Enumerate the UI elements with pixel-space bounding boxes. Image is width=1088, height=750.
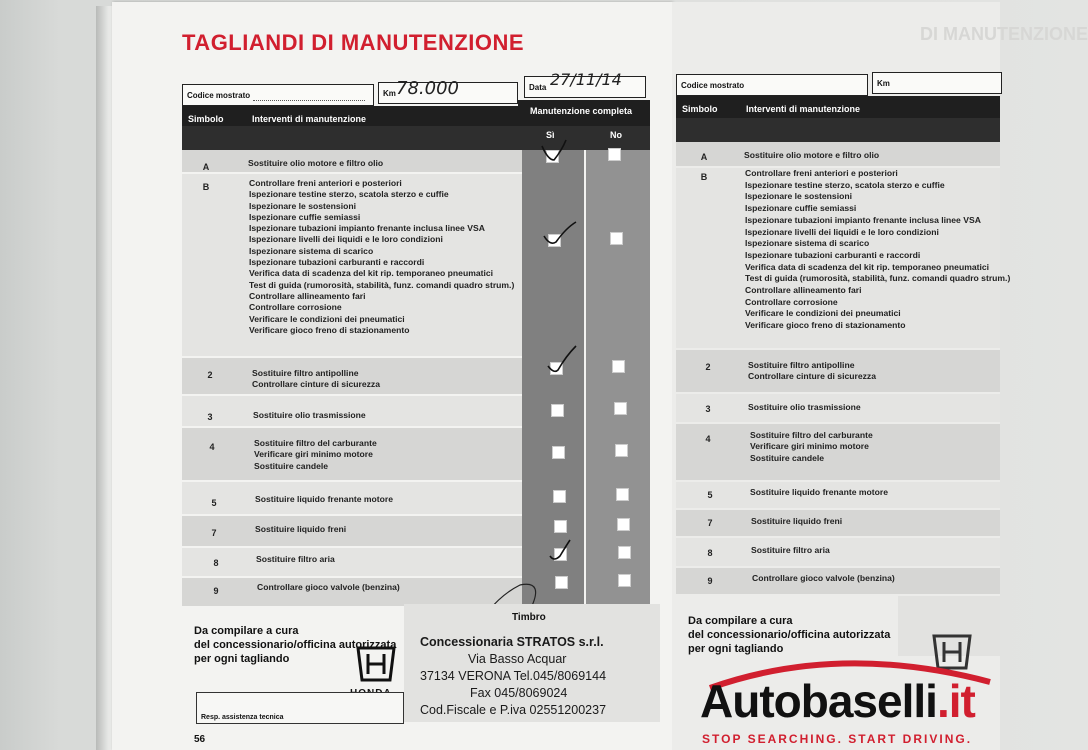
row-items [255, 524, 346, 535]
codice-label: Codice mostrato [187, 91, 251, 100]
item-text: Sostituire filtro antipolline [252, 368, 359, 378]
row-symbol: 3 [705, 404, 711, 414]
footer-line: del concessionario/officina autorizzata [194, 639, 397, 651]
stamp-line: Via Basso Acquar [468, 652, 567, 666]
item-text: Ispezionare sistema di scarico [745, 238, 870, 249]
footer-instruction-right [688, 614, 890, 656]
item-text: Controllare corrosione [249, 302, 342, 313]
row-items [750, 487, 888, 498]
row-symbol: B [700, 172, 708, 182]
item-text: Controllare cinture di sicurezza [748, 371, 876, 382]
stamp-line: Cod.Fiscale e P.iva 02551200237 [420, 703, 607, 717]
item-text: Ispezionare tubazioni carburanti e raccordi [249, 257, 425, 268]
footer-line: Da compilare a cura [194, 625, 299, 637]
row-symbol: A [202, 162, 210, 172]
item-text: Sostituire olio motore e filtro olio [248, 158, 384, 168]
ghost-title: DI MANUTENZIONE [920, 24, 1088, 44]
checkbox-no[interactable] [618, 546, 631, 559]
row-symbol: 2 [705, 362, 711, 372]
resp-label: Resp. assistenza tecnica [201, 714, 284, 721]
checkbox-si[interactable] [546, 150, 559, 163]
table-row [182, 548, 522, 576]
item-text: Sostituire filtro aria [751, 545, 830, 555]
no-column [586, 150, 650, 606]
item-text: Sostituire filtro del carburante [254, 438, 377, 448]
checkbox-no[interactable] [612, 360, 625, 373]
header-bar [182, 106, 518, 128]
item-text: Test di guida (rumorosità, stabilità, funz. comandi quadro strum.) [249, 279, 515, 290]
item-text: Sostituire candele [254, 460, 329, 471]
row-items [752, 573, 895, 584]
row-symbol: 8 [707, 548, 713, 558]
item-text: Verificare gioco freno di stazionamento [745, 320, 906, 331]
header-interventi: Interventi di manutenzione [746, 104, 861, 114]
footer-line: per ogni tagliando [688, 643, 784, 655]
item-text: Verificare giri minimo motore [750, 441, 869, 452]
item-text: Sostituire olio trasmissione [748, 402, 861, 412]
codice-field[interactable] [182, 84, 374, 106]
row-symbol: A [700, 152, 708, 162]
checkbox-si[interactable] [551, 404, 564, 417]
item-text: Verificare le condizioni dei pneumatici [249, 313, 405, 324]
brand-tld: .it [936, 675, 975, 727]
item-text: Ispezionare livelli dei liquidi e le loro condizioni [249, 234, 443, 245]
timbro-label: Timbro [512, 612, 546, 623]
item-text: Ispezionare livelli dei liquidi e le loro condizioni [745, 226, 939, 237]
row-symbol: 7 [707, 518, 713, 528]
checkbox-si[interactable] [552, 446, 565, 459]
item-text: Ispezionare tubazioni carburanti e raccordi [745, 249, 921, 260]
row-symbol: 5 [211, 498, 217, 508]
checkbox-si[interactable] [553, 490, 566, 503]
stamp-line: Fax 045/8069024 [470, 686, 568, 700]
item-text: Ispezionare le sostensioni [745, 191, 852, 202]
km-field-right[interactable] [872, 72, 1002, 94]
item-text: Ispezionare testine sterzo, scatola sterzo e cuffie [249, 189, 449, 200]
km-handwritten-value: 78.000 [396, 78, 459, 99]
item-text: Verifica data di scadenza del kit rip. temporaneo pneumatici [249, 268, 494, 279]
honda-logo-icon [354, 644, 398, 684]
km-label: Km [383, 89, 396, 98]
item-text: Ispezionare sistema di scarico [249, 245, 374, 256]
item-text: Controllare allineamento fari [249, 290, 366, 301]
item-text: Sostituire olio motore e filtro olio [744, 150, 880, 160]
header-manutenzione-label: Manutenzione completa [530, 106, 633, 116]
checkbox-no[interactable] [608, 148, 621, 161]
row-items [751, 545, 830, 556]
resp-assistenza-field[interactable] [196, 692, 404, 724]
row-symbol: 4 [209, 442, 215, 452]
item-text: Ispezionare le sostensioni [249, 200, 356, 211]
item-text: Sostituire filtro antipolline [748, 360, 855, 370]
header-gray-right [676, 118, 1000, 142]
page-title: TAGLIANDI DI MANUTENZIONE [182, 30, 525, 55]
item-text: Sostituire liquido freni [255, 524, 347, 534]
header-no: No [610, 130, 622, 140]
checkbox-si[interactable] [548, 234, 561, 247]
checkbox-si[interactable] [554, 520, 567, 533]
table-row [182, 516, 522, 546]
data-handwritten-value: 27/11/14 [550, 70, 622, 89]
row-symbol: 2 [207, 370, 213, 380]
row-symbol: B [202, 182, 210, 192]
footer-line: del concessionario/officina autorizzata [688, 629, 891, 641]
data-label: Data [529, 83, 547, 92]
codice-line [253, 100, 365, 101]
checkbox-no[interactable] [615, 444, 628, 457]
row-items [254, 438, 377, 472]
row-items [248, 158, 383, 169]
checkbox-no[interactable] [614, 402, 627, 415]
row-items [257, 582, 400, 593]
checkbox-no[interactable] [616, 488, 629, 501]
checkbox-si[interactable] [550, 362, 563, 375]
item-text: Controllare freni anteriori e posteriori [249, 178, 402, 188]
si-column [522, 150, 584, 606]
codice-field-right[interactable] [676, 74, 868, 96]
table-row [676, 538, 1000, 566]
item-text: Sostituire candele [750, 452, 825, 463]
checkbox-no[interactable] [610, 232, 623, 245]
row-symbol: 3 [207, 412, 213, 422]
row-symbol: 4 [705, 434, 711, 444]
checkbox-si[interactable] [554, 548, 567, 561]
checkbox-si[interactable] [555, 576, 568, 589]
row-items [744, 150, 879, 161]
item-text: Sostituire liquido frenante motore [750, 487, 888, 497]
item-text: Sostituire liquido frenante motore [255, 494, 393, 504]
item-text: Verificare le condizioni dei pneumatici [745, 308, 901, 319]
row-items [750, 430, 873, 464]
brand-tagline: STOP SEARCHING. START DRIVING. [702, 732, 973, 746]
header-simbolo: Simbolo [682, 104, 718, 114]
autobaselli-watermark [690, 652, 1000, 750]
stamp-line: Concessionaria STRATOS s.r.l. [420, 635, 604, 649]
item-text: Controllare cinture di sicurezza [252, 379, 380, 390]
dealer-stamp [420, 634, 606, 719]
item-text: Sostituire olio trasmissione [253, 410, 366, 420]
item-text: Sostituire filtro del carburante [750, 430, 873, 440]
km-label: Km [877, 79, 890, 88]
item-text: Controllare gioco valvole (benzina) [752, 573, 895, 583]
header-si-no [182, 126, 650, 150]
row-symbol: 9 [213, 586, 219, 596]
header-interventi: Interventi di manutenzione [252, 114, 367, 124]
header-bar-right [676, 96, 1000, 118]
item-text: Ispezionare cuffie semiassi [249, 211, 361, 222]
row-items [748, 402, 861, 413]
row-items [249, 178, 514, 336]
checkbox-no[interactable] [617, 518, 630, 531]
item-text: Controllare corrosione [745, 296, 838, 307]
item-text: Verificare gioco freno di stazionamento [249, 324, 410, 335]
item-text: Controllare freni anteriori e posteriori [745, 168, 898, 178]
header-manutenzione [518, 100, 650, 126]
item-text: Ispezionare tubazioni impianto frenante inclusa linee VSA [249, 223, 485, 234]
brand-name-text: Autobaselli [700, 675, 937, 727]
row-symbol: 7 [211, 528, 217, 538]
row-items [748, 360, 876, 383]
footer-line: per ogni tagliando [194, 653, 290, 665]
checkbox-no[interactable] [618, 574, 631, 587]
row-symbol: 8 [213, 558, 219, 568]
row-items [745, 168, 1010, 332]
row-items [255, 494, 393, 505]
item-text: Verificare giri minimo motore [254, 449, 373, 460]
item-text: Sostituire filtro aria [256, 554, 335, 564]
row-items [256, 554, 335, 565]
row-items [253, 410, 366, 421]
row-items [751, 516, 842, 527]
codice-label: Codice mostrato [681, 81, 745, 90]
header-si: Sì [546, 130, 555, 140]
stamp-line: 37134 VERONA Tel.045/8069144 [420, 669, 607, 683]
header-simbolo: Simbolo [188, 114, 224, 124]
item-text: Controllare gioco valvole (benzina) [257, 582, 400, 592]
page-number: 56 [194, 734, 206, 745]
item-text: Ispezionare tubazioni impianto frenante inclusa linee VSA [745, 214, 981, 225]
brand-name [700, 674, 975, 728]
item-text: Controllare allineamento fari [745, 285, 862, 296]
item-text: Ispezionare testine sterzo, scatola sterzo e cuffie [745, 179, 945, 190]
row-items [252, 368, 380, 391]
row-symbol: 9 [707, 576, 713, 586]
item-text: Sostituire liquido freni [751, 516, 843, 526]
item-text: Ispezionare cuffie semiassi [745, 203, 857, 214]
item-text: Verifica data di scadenza del kit rip. temporaneo pneumatici [745, 261, 990, 272]
row-symbol: 5 [707, 490, 713, 500]
footer-line: Da compilare a cura [688, 615, 793, 627]
item-text: Test di guida (rumorosità, stabilità, funz. comandi quadro strum.) [745, 273, 1011, 284]
